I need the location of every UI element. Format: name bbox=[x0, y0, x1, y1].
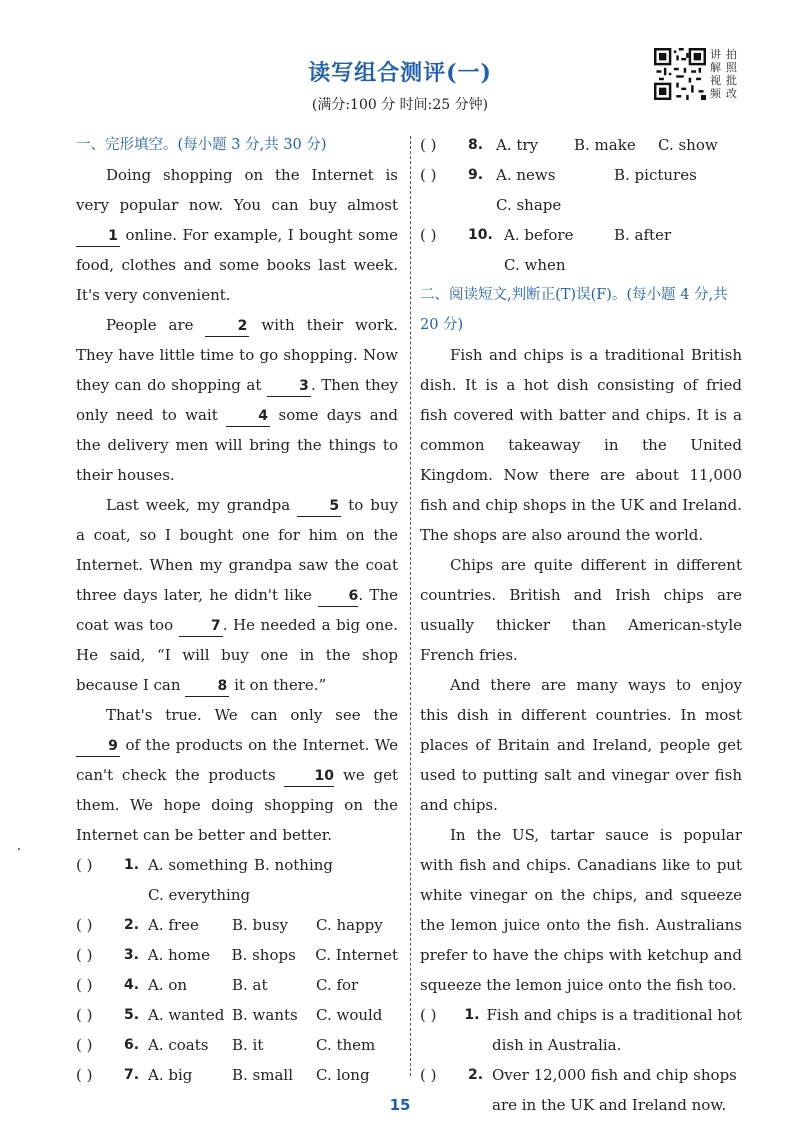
blank-4[interactable]: 4 bbox=[226, 406, 270, 427]
page-title: 读写组合测评(一) bbox=[308, 60, 492, 86]
blank-7[interactable]: 7 bbox=[179, 616, 223, 637]
left-column bbox=[76, 130, 398, 1090]
mc-question-9[interactable]: ( ) 9. A. news B. pictures bbox=[420, 166, 697, 184]
blank-1[interactable]: 1 bbox=[76, 226, 120, 247]
page-number: 15 bbox=[389, 1096, 411, 1114]
cloze-paragraph-1: Doing shopping on the Internet is very popular now. You can buy almost 1 online. For example, I bought some food, clothes and some books last week. It's very convenient. bbox=[76, 166, 398, 304]
qr-code-icon[interactable] bbox=[654, 48, 706, 100]
column-divider bbox=[410, 136, 411, 1076]
blank-2[interactable]: 2 bbox=[205, 316, 249, 337]
reading-paragraph-3: And there are many ways to enjoy this dish in different countries. In most places of Britain and Ireland, people get used to putting salt and vinegar over fish and chips. bbox=[420, 676, 742, 814]
mc-question-5[interactable]: ( ) 5. A. wanted B. wants C. would bbox=[76, 1006, 383, 1024]
mc-question-1[interactable]: ( ) 1. A. something B. nothing bbox=[76, 856, 333, 874]
blank-9[interactable]: 9 bbox=[76, 736, 120, 757]
blank-5[interactable]: 5 bbox=[297, 496, 341, 517]
mc-question-2[interactable]: ( ) 2. A. free B. busy C. happy bbox=[76, 916, 383, 934]
reading-paragraph-1: Fish and chips is a traditional British dish. It is a hot dish consisting of fried fish covered with batter and chips. It is a common takeaway in the United Kingdom. Now there are about 11,000 fish and chip shops in the UK and Ireland. The shops are also around the world. bbox=[420, 346, 742, 544]
cloze-paragraph-4: That's true. We can only see the 9 of the products on the Internet. We can't check the products 10 we get them. We hope doing shopping on the Internet can be better and better. bbox=[76, 706, 398, 844]
tf-question-2-line2: are in the UK and Ireland now. bbox=[492, 1096, 727, 1114]
tf-question-1[interactable]: ( ) 1. Fish and chips is a traditional hot bbox=[420, 1006, 742, 1024]
mc-question-9-line2: C. shape bbox=[496, 196, 562, 214]
section2-heading: 二、阅读短文,判断正(T)误(F)。(每小题 4 分,共 20 分) bbox=[420, 287, 728, 333]
blank-3[interactable]: 3 bbox=[267, 376, 311, 397]
mc-question-4[interactable]: ( ) 4. A. on B. at C. for bbox=[76, 976, 359, 994]
mc-question-1-line2: C. everything bbox=[148, 886, 251, 904]
mc-question-10-line2: C. when bbox=[504, 256, 566, 274]
mc-question-3[interactable]: ( ) 3. A. home B. shops C. Internet bbox=[76, 946, 398, 964]
blank-6[interactable]: 6 bbox=[318, 586, 358, 607]
right-column bbox=[420, 130, 742, 1120]
mc-question-8[interactable]: ( ) 8. A. try B. make C. show bbox=[420, 136, 718, 154]
cloze-paragraph-2: People are 2 with their work. They have little time to go shopping. Now they can do shopping at 3 . Then they only need to wait 4 some days and the delivery men will bring the things to their houses. bbox=[76, 316, 398, 484]
blank-10[interactable]: 10 bbox=[284, 766, 334, 787]
section1-heading: 一、完形填空。(每小题 3 分,共 30 分) bbox=[76, 137, 327, 153]
mc-question-7[interactable]: ( ) 7. A. big B. small C. long bbox=[76, 1066, 370, 1084]
mc-question-6[interactable]: ( ) 6. A. coats B. it C. them bbox=[76, 1036, 376, 1054]
score-time-info: (满分:100 分 时间:25 分钟) bbox=[311, 97, 489, 113]
tf-question-1-line2: dish in Australia. bbox=[492, 1036, 622, 1054]
cloze-paragraph-3: Last week, my grandpa 5 to buy a coat, so I bought one for him on the Internet. When my grandpa saw the coat three days later, he didn't like 6. The coat was too 7 . He needed a big one. He said, “I will buy one in the shop because I can 8 it on there.” bbox=[76, 490, 398, 700]
reading-paragraph-2: Chips are quite different in different countries. British and Irish chips are usually thicker than American-style French fries. bbox=[420, 556, 742, 664]
mc-question-10[interactable]: ( ) 10. A. before B. after bbox=[420, 226, 672, 244]
tf-question-2[interactable]: ( ) 2. Over 12,000 fish and chip shops bbox=[420, 1066, 737, 1084]
reading-paragraph-4: In the US, tartar sauce is popular with fish and chips. Canadians like to put white vinegar on the chips, and squeeze the lemon juice onto the fish. Australians prefer to have the chips with ketchup and squeeze the lemon juice onto the fish too. bbox=[420, 826, 742, 994]
blank-8[interactable]: 8 bbox=[185, 676, 229, 697]
scan-dot bbox=[18, 848, 20, 850]
qr-label: 讲 拍 解 照 视 批 频 改 bbox=[710, 48, 737, 100]
